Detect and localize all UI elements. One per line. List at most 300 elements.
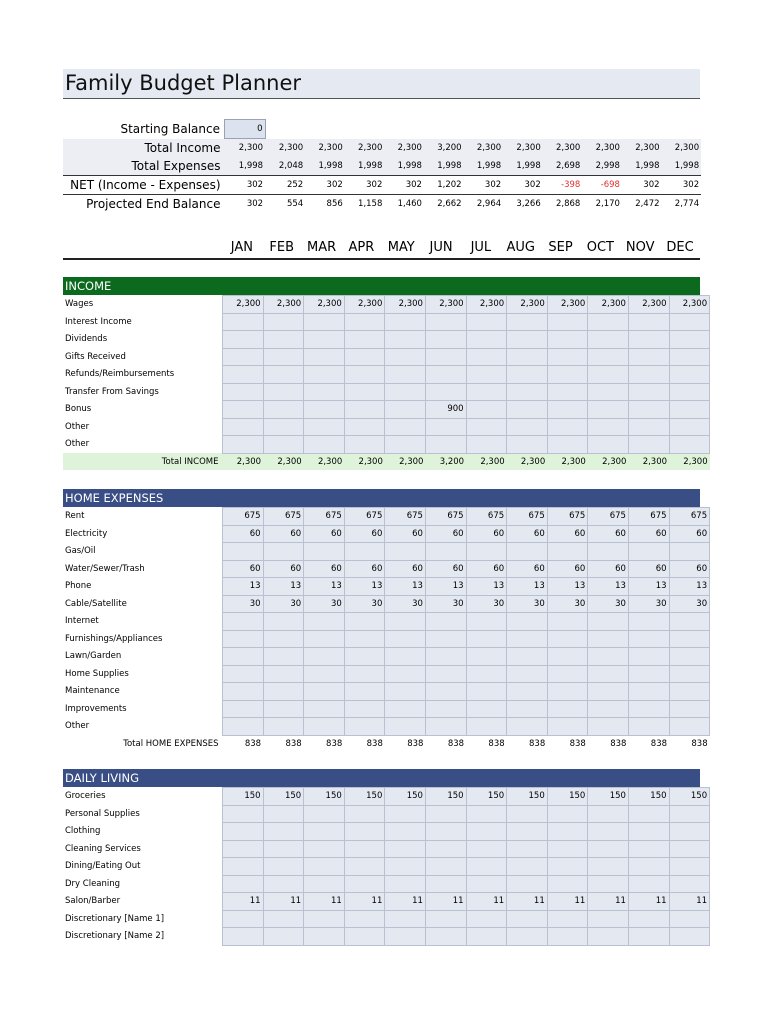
data-cell[interactable] <box>425 543 466 561</box>
data-cell[interactable]: 13 <box>588 578 629 596</box>
data-cell[interactable] <box>385 613 426 631</box>
data-cell[interactable] <box>304 700 345 718</box>
data-cell[interactable] <box>425 313 466 331</box>
data-cell[interactable] <box>466 718 507 736</box>
data-cell[interactable] <box>385 665 426 683</box>
data-cell[interactable] <box>344 858 385 876</box>
data-cell[interactable] <box>628 648 669 666</box>
data-cell[interactable] <box>466 418 507 436</box>
data-cell[interactable]: 150 <box>304 788 345 806</box>
data-cell[interactable] <box>547 331 588 349</box>
data-cell[interactable] <box>547 875 588 893</box>
data-cell[interactable]: 60 <box>304 525 345 543</box>
data-cell[interactable] <box>304 718 345 736</box>
data-cell[interactable] <box>304 313 345 331</box>
data-cell[interactable] <box>223 436 264 454</box>
data-cell[interactable] <box>669 683 710 701</box>
data-cell[interactable]: 150 <box>628 788 669 806</box>
data-cell[interactable] <box>223 331 264 349</box>
data-cell[interactable]: 2,300 <box>507 296 548 314</box>
data-cell[interactable] <box>507 630 548 648</box>
data-cell[interactable] <box>669 700 710 718</box>
data-cell[interactable]: 150 <box>344 788 385 806</box>
data-cell[interactable] <box>547 700 588 718</box>
data-cell[interactable]: 2,300 <box>466 296 507 314</box>
data-cell[interactable] <box>223 823 264 841</box>
data-cell[interactable]: 150 <box>425 788 466 806</box>
data-cell[interactable] <box>304 683 345 701</box>
data-cell[interactable] <box>223 840 264 858</box>
data-cell[interactable] <box>425 718 466 736</box>
data-cell[interactable] <box>223 805 264 823</box>
data-cell[interactable]: 30 <box>507 595 548 613</box>
data-cell[interactable]: 60 <box>385 525 426 543</box>
data-cell[interactable] <box>385 928 426 946</box>
data-cell[interactable]: 11 <box>588 893 629 911</box>
data-cell[interactable] <box>507 928 548 946</box>
data-cell[interactable]: 11 <box>223 893 264 911</box>
data-cell[interactable] <box>304 875 345 893</box>
data-cell[interactable] <box>588 648 629 666</box>
data-cell[interactable] <box>628 383 669 401</box>
data-cell[interactable] <box>223 613 264 631</box>
data-cell[interactable] <box>304 543 345 561</box>
data-cell[interactable] <box>304 383 345 401</box>
data-cell[interactable] <box>263 436 304 454</box>
data-cell[interactable]: 30 <box>385 595 426 613</box>
data-cell[interactable]: 13 <box>263 578 304 596</box>
data-cell[interactable] <box>425 418 466 436</box>
data-cell[interactable] <box>425 805 466 823</box>
data-cell[interactable] <box>669 875 710 893</box>
data-cell[interactable]: 60 <box>344 560 385 578</box>
data-cell[interactable] <box>507 613 548 631</box>
data-cell[interactable] <box>425 383 466 401</box>
data-cell[interactable] <box>304 648 345 666</box>
data-cell[interactable] <box>344 805 385 823</box>
data-cell[interactable]: 60 <box>547 560 588 578</box>
data-cell[interactable] <box>547 665 588 683</box>
data-cell[interactable] <box>344 401 385 419</box>
data-cell[interactable]: 675 <box>263 508 304 526</box>
data-cell[interactable] <box>425 665 466 683</box>
data-cell[interactable]: 11 <box>466 893 507 911</box>
data-cell[interactable] <box>425 683 466 701</box>
data-cell[interactable]: 11 <box>507 893 548 911</box>
data-cell[interactable]: 13 <box>466 578 507 596</box>
data-cell[interactable] <box>385 840 426 858</box>
data-cell[interactable]: 13 <box>425 578 466 596</box>
data-cell[interactable] <box>588 418 629 436</box>
data-cell[interactable] <box>588 313 629 331</box>
data-cell[interactable] <box>547 348 588 366</box>
data-cell[interactable]: 2,300 <box>588 296 629 314</box>
data-cell[interactable]: 60 <box>466 525 507 543</box>
data-cell[interactable] <box>588 910 629 928</box>
data-cell[interactable] <box>628 875 669 893</box>
data-cell[interactable] <box>263 313 304 331</box>
data-cell[interactable]: 60 <box>507 560 548 578</box>
data-cell[interactable] <box>669 910 710 928</box>
data-cell[interactable]: 60 <box>628 525 669 543</box>
data-cell[interactable] <box>507 823 548 841</box>
data-cell[interactable] <box>344 313 385 331</box>
data-cell[interactable]: 60 <box>466 560 507 578</box>
data-cell[interactable] <box>425 928 466 946</box>
data-cell[interactable] <box>507 683 548 701</box>
data-cell[interactable]: 150 <box>263 788 304 806</box>
data-cell[interactable] <box>466 648 507 666</box>
data-cell[interactable] <box>547 928 588 946</box>
data-cell[interactable] <box>344 910 385 928</box>
data-cell[interactable] <box>547 401 588 419</box>
data-cell[interactable]: 11 <box>385 893 426 911</box>
data-cell[interactable] <box>344 366 385 384</box>
data-cell[interactable] <box>425 348 466 366</box>
data-cell[interactable]: 150 <box>547 788 588 806</box>
data-cell[interactable] <box>669 928 710 946</box>
data-cell[interactable] <box>425 910 466 928</box>
data-cell[interactable]: 2,300 <box>425 296 466 314</box>
data-cell[interactable] <box>344 418 385 436</box>
data-cell[interactable] <box>547 910 588 928</box>
data-cell[interactable]: 11 <box>628 893 669 911</box>
data-cell[interactable] <box>304 348 345 366</box>
data-cell[interactable] <box>588 683 629 701</box>
data-cell[interactable] <box>588 665 629 683</box>
data-cell[interactable] <box>628 401 669 419</box>
data-cell[interactable] <box>223 401 264 419</box>
data-cell[interactable] <box>466 700 507 718</box>
data-cell[interactable] <box>507 383 548 401</box>
data-cell[interactable] <box>385 910 426 928</box>
data-cell[interactable] <box>385 858 426 876</box>
data-cell[interactable]: 900 <box>425 401 466 419</box>
data-cell[interactable] <box>669 613 710 631</box>
data-cell[interactable] <box>547 718 588 736</box>
data-cell[interactable]: 675 <box>628 508 669 526</box>
data-cell[interactable] <box>547 383 588 401</box>
data-cell[interactable] <box>628 683 669 701</box>
data-cell[interactable] <box>669 383 710 401</box>
data-cell[interactable]: 60 <box>223 525 264 543</box>
data-cell[interactable] <box>263 928 304 946</box>
data-cell[interactable] <box>263 805 304 823</box>
data-cell[interactable] <box>507 718 548 736</box>
data-cell[interactable] <box>466 543 507 561</box>
data-cell[interactable] <box>344 613 385 631</box>
data-cell[interactable]: 11 <box>425 893 466 911</box>
data-cell[interactable]: 13 <box>547 578 588 596</box>
data-cell[interactable] <box>344 928 385 946</box>
data-cell[interactable] <box>223 910 264 928</box>
data-cell[interactable] <box>344 718 385 736</box>
data-cell[interactable] <box>466 613 507 631</box>
data-cell[interactable]: 60 <box>669 525 710 543</box>
data-cell[interactable] <box>669 648 710 666</box>
data-cell[interactable] <box>507 313 548 331</box>
data-cell[interactable] <box>425 858 466 876</box>
data-cell[interactable] <box>304 436 345 454</box>
data-cell[interactable]: 60 <box>223 560 264 578</box>
data-cell[interactable] <box>263 613 304 631</box>
data-cell[interactable] <box>628 928 669 946</box>
data-cell[interactable] <box>588 348 629 366</box>
data-cell[interactable] <box>628 840 669 858</box>
data-cell[interactable] <box>669 348 710 366</box>
data-cell[interactable]: 2,300 <box>223 296 264 314</box>
data-cell[interactable] <box>547 418 588 436</box>
data-cell[interactable]: 2,300 <box>669 296 710 314</box>
data-cell[interactable] <box>223 928 264 946</box>
data-cell[interactable] <box>466 840 507 858</box>
data-cell[interactable]: 30 <box>263 595 304 613</box>
data-cell[interactable] <box>223 543 264 561</box>
data-cell[interactable] <box>304 823 345 841</box>
data-cell[interactable]: 30 <box>547 595 588 613</box>
data-cell[interactable]: 60 <box>385 560 426 578</box>
data-cell[interactable] <box>547 543 588 561</box>
data-cell[interactable] <box>628 418 669 436</box>
data-cell[interactable] <box>385 401 426 419</box>
data-cell[interactable]: 675 <box>344 508 385 526</box>
data-cell[interactable] <box>263 665 304 683</box>
data-cell[interactable] <box>669 366 710 384</box>
data-cell[interactable] <box>263 366 304 384</box>
data-cell[interactable] <box>223 875 264 893</box>
data-cell[interactable] <box>507 418 548 436</box>
data-cell[interactable] <box>669 543 710 561</box>
data-cell[interactable]: 60 <box>669 560 710 578</box>
data-cell[interactable]: 13 <box>304 578 345 596</box>
data-cell[interactable] <box>344 648 385 666</box>
data-cell[interactable]: 13 <box>628 578 669 596</box>
data-cell[interactable]: 30 <box>344 595 385 613</box>
data-cell[interactable] <box>669 436 710 454</box>
data-cell[interactable] <box>385 630 426 648</box>
data-cell[interactable] <box>425 366 466 384</box>
data-cell[interactable] <box>507 543 548 561</box>
data-cell[interactable] <box>223 348 264 366</box>
data-cell[interactable]: 150 <box>588 788 629 806</box>
data-cell[interactable] <box>223 648 264 666</box>
data-cell[interactable] <box>547 648 588 666</box>
data-cell[interactable]: 675 <box>304 508 345 526</box>
data-cell[interactable] <box>466 875 507 893</box>
data-cell[interactable] <box>385 543 426 561</box>
data-cell[interactable] <box>466 665 507 683</box>
data-cell[interactable]: 675 <box>425 508 466 526</box>
data-cell[interactable] <box>223 665 264 683</box>
data-cell[interactable] <box>425 648 466 666</box>
data-cell[interactable] <box>588 858 629 876</box>
data-cell[interactable] <box>223 418 264 436</box>
data-cell[interactable] <box>466 910 507 928</box>
data-cell[interactable] <box>344 383 385 401</box>
data-cell[interactable] <box>344 543 385 561</box>
data-cell[interactable]: 60 <box>507 525 548 543</box>
data-cell[interactable] <box>588 436 629 454</box>
data-cell[interactable]: 30 <box>588 595 629 613</box>
data-cell[interactable] <box>263 383 304 401</box>
data-cell[interactable]: 13 <box>507 578 548 596</box>
data-cell[interactable] <box>425 436 466 454</box>
data-cell[interactable] <box>669 418 710 436</box>
data-cell[interactable]: 60 <box>628 560 669 578</box>
data-cell[interactable]: 30 <box>223 595 264 613</box>
data-cell[interactable] <box>466 348 507 366</box>
data-cell[interactable] <box>669 630 710 648</box>
data-cell[interactable]: 150 <box>669 788 710 806</box>
data-cell[interactable]: 13 <box>344 578 385 596</box>
data-cell[interactable] <box>263 630 304 648</box>
data-cell[interactable] <box>588 543 629 561</box>
data-cell[interactable] <box>466 630 507 648</box>
data-cell[interactable] <box>628 331 669 349</box>
data-cell[interactable]: 60 <box>425 560 466 578</box>
data-cell[interactable] <box>628 366 669 384</box>
data-cell[interactable] <box>588 366 629 384</box>
data-cell[interactable] <box>385 700 426 718</box>
data-cell[interactable] <box>304 366 345 384</box>
data-cell[interactable]: 60 <box>304 560 345 578</box>
data-cell[interactable] <box>507 331 548 349</box>
data-cell[interactable] <box>628 436 669 454</box>
data-cell[interactable]: 2,300 <box>344 296 385 314</box>
data-cell[interactable] <box>507 436 548 454</box>
data-cell[interactable] <box>547 313 588 331</box>
data-cell[interactable]: 2,300 <box>263 296 304 314</box>
data-cell[interactable]: 150 <box>223 788 264 806</box>
data-cell[interactable] <box>223 366 264 384</box>
data-cell[interactable] <box>385 436 426 454</box>
data-cell[interactable] <box>223 313 264 331</box>
data-cell[interactable] <box>304 928 345 946</box>
data-cell[interactable] <box>669 718 710 736</box>
data-cell[interactable]: 60 <box>344 525 385 543</box>
data-cell[interactable] <box>263 718 304 736</box>
data-cell[interactable] <box>669 805 710 823</box>
data-cell[interactable] <box>628 700 669 718</box>
data-cell[interactable] <box>507 805 548 823</box>
data-cell[interactable] <box>628 665 669 683</box>
data-cell[interactable]: 2,300 <box>628 296 669 314</box>
data-cell[interactable] <box>507 858 548 876</box>
data-cell[interactable] <box>385 805 426 823</box>
data-cell[interactable] <box>588 401 629 419</box>
data-cell[interactable] <box>547 436 588 454</box>
data-cell[interactable] <box>344 436 385 454</box>
data-cell[interactable]: 150 <box>385 788 426 806</box>
data-cell[interactable]: 11 <box>344 893 385 911</box>
data-cell[interactable] <box>385 718 426 736</box>
data-cell[interactable]: 30 <box>628 595 669 613</box>
data-cell[interactable] <box>466 436 507 454</box>
data-cell[interactable] <box>588 928 629 946</box>
data-cell[interactable] <box>263 331 304 349</box>
data-cell[interactable] <box>628 613 669 631</box>
data-cell[interactable]: 11 <box>263 893 304 911</box>
data-cell[interactable] <box>628 630 669 648</box>
data-cell[interactable]: 13 <box>223 578 264 596</box>
data-cell[interactable] <box>385 313 426 331</box>
data-cell[interactable]: 675 <box>507 508 548 526</box>
data-cell[interactable] <box>385 383 426 401</box>
data-cell[interactable] <box>304 401 345 419</box>
data-cell[interactable] <box>588 840 629 858</box>
data-cell[interactable] <box>547 823 588 841</box>
data-cell[interactable] <box>507 875 548 893</box>
data-cell[interactable]: 60 <box>263 525 304 543</box>
data-cell[interactable] <box>547 613 588 631</box>
starting-balance-input[interactable]: 0 <box>225 120 266 139</box>
data-cell[interactable]: 11 <box>669 893 710 911</box>
data-cell[interactable] <box>466 805 507 823</box>
data-cell[interactable] <box>263 683 304 701</box>
data-cell[interactable]: 675 <box>385 508 426 526</box>
data-cell[interactable] <box>507 665 548 683</box>
data-cell[interactable] <box>466 313 507 331</box>
data-cell[interactable] <box>425 630 466 648</box>
data-cell[interactable]: 11 <box>304 893 345 911</box>
data-cell[interactable] <box>385 366 426 384</box>
data-cell[interactable] <box>385 418 426 436</box>
data-cell[interactable] <box>385 823 426 841</box>
data-cell[interactable]: 60 <box>588 560 629 578</box>
data-cell[interactable]: 675 <box>588 508 629 526</box>
data-cell[interactable] <box>223 383 264 401</box>
data-cell[interactable] <box>547 805 588 823</box>
data-cell[interactable] <box>669 665 710 683</box>
data-cell[interactable] <box>547 840 588 858</box>
data-cell[interactable] <box>466 401 507 419</box>
data-cell[interactable] <box>425 613 466 631</box>
data-cell[interactable] <box>385 875 426 893</box>
data-cell[interactable] <box>547 366 588 384</box>
data-cell[interactable]: 675 <box>547 508 588 526</box>
data-cell[interactable] <box>263 418 304 436</box>
data-cell[interactable] <box>507 910 548 928</box>
data-cell[interactable]: 2,300 <box>547 296 588 314</box>
data-cell[interactable] <box>304 858 345 876</box>
data-cell[interactable] <box>628 910 669 928</box>
data-cell[interactable] <box>344 683 385 701</box>
data-cell[interactable]: 30 <box>669 595 710 613</box>
data-cell[interactable] <box>628 348 669 366</box>
data-cell[interactable] <box>344 665 385 683</box>
data-cell[interactable] <box>223 718 264 736</box>
data-cell[interactable] <box>425 331 466 349</box>
data-cell[interactable] <box>304 910 345 928</box>
data-cell[interactable] <box>466 366 507 384</box>
data-cell[interactable] <box>263 648 304 666</box>
data-cell[interactable] <box>628 823 669 841</box>
data-cell[interactable] <box>507 401 548 419</box>
data-cell[interactable] <box>344 875 385 893</box>
data-cell[interactable]: 30 <box>425 595 466 613</box>
data-cell[interactable] <box>263 823 304 841</box>
data-cell[interactable] <box>588 875 629 893</box>
data-cell[interactable] <box>304 613 345 631</box>
data-cell[interactable] <box>466 683 507 701</box>
data-cell[interactable] <box>344 630 385 648</box>
data-cell[interactable]: 2,300 <box>385 296 426 314</box>
data-cell[interactable]: 30 <box>304 595 345 613</box>
data-cell[interactable] <box>466 331 507 349</box>
data-cell[interactable]: 30 <box>466 595 507 613</box>
data-cell[interactable] <box>669 313 710 331</box>
data-cell[interactable] <box>507 348 548 366</box>
